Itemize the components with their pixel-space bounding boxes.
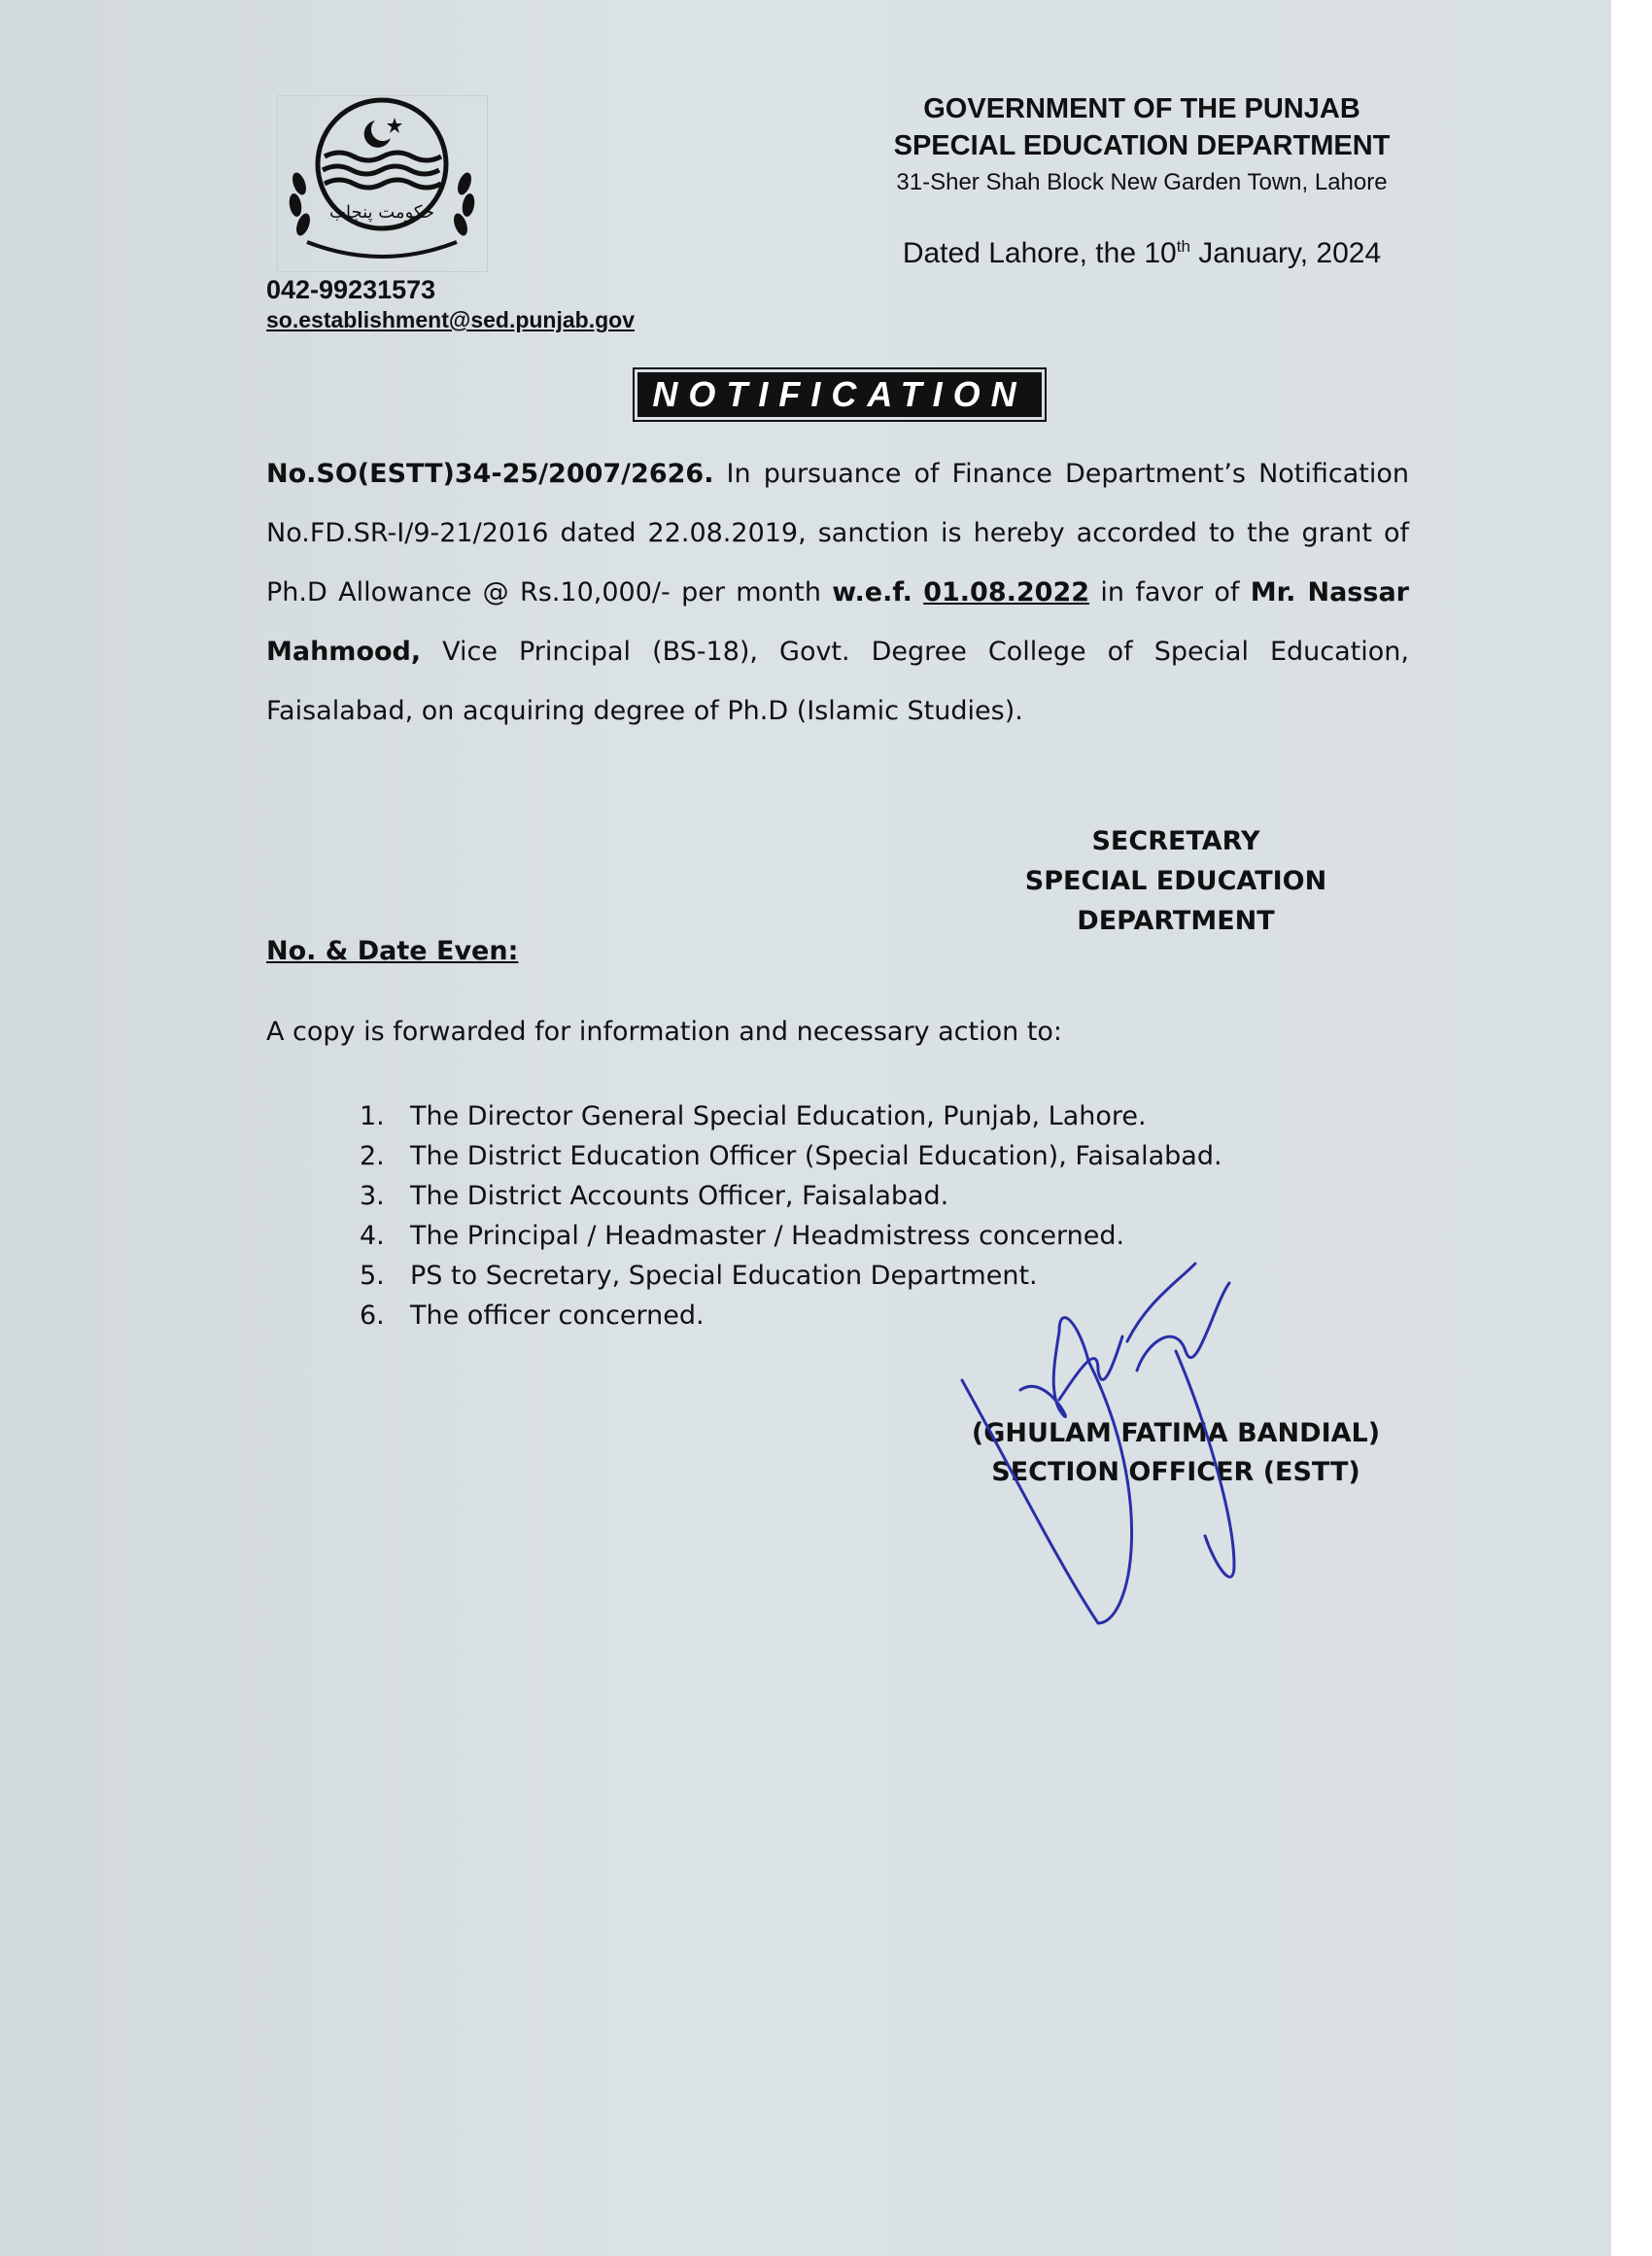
ref-number: No.SO(ESTT)34-25/2007/2626.: [266, 459, 714, 489]
date-sup: th: [1176, 237, 1190, 256]
body-text-1: In pursuance of Finance Department’s Notification No.FD.SR-I/9-21/2016 dated 22.08.2019, sanction is hereby accorded to the grant of Ph.D Allowance @ Rs.10,000/- per month: [266, 459, 1409, 607]
list-item-number: 6.: [360, 1301, 385, 1331]
body-text-3: Vice Principal (BS-18), Govt. Degree College of Special Education, Faisalabad, on acquiring degree of Ph.D (Islamic Studies).: [266, 637, 1409, 726]
list-item-text: The Principal / Headmaster / Headmistress concerned.: [410, 1221, 1125, 1251]
list-item-number: 2.: [360, 1141, 385, 1171]
notification-heading: NOTIFICATION: [637, 372, 1042, 417]
even-label: No. & Date Even:: [266, 936, 519, 966]
person-name: Mr. Nassar Mahmood,: [266, 577, 1409, 667]
signature-icon: [952, 1244, 1273, 1633]
wef-label: w.e.f.: [832, 577, 912, 607]
secretary-line-2: SPECIAL EDUCATION: [1024, 866, 1327, 896]
notification-body: [266, 444, 1409, 741]
emblem-script-text: حکومت پنجاب: [329, 202, 434, 223]
list-item: [360, 1136, 1222, 1176]
date-prefix: Dated Lahore, the 10: [902, 237, 1177, 269]
date-suffix: January, 2024: [1189, 237, 1382, 269]
dated-line: [739, 237, 1545, 270]
list-item-text: The officer concerned.: [410, 1301, 705, 1331]
list-item-text: The District Education Officer (Special Education), Faisalabad.: [410, 1141, 1222, 1171]
list-item-text: The District Accounts Officer, Faisalabad.: [410, 1181, 949, 1211]
list-item-text: PS to Secretary, Special Education Department.: [410, 1261, 1038, 1291]
punjab-government-emblem-icon: [278, 96, 487, 271]
signatory-name: (GHULAM FATIMA BANDIAL): [971, 1418, 1381, 1448]
wef-date: 01.08.2022: [923, 577, 1090, 607]
signatory-designation: SECTION OFFICER (ESTT): [991, 1457, 1360, 1487]
list-item-text: The Director General Special Education, Punjab, Lahore.: [410, 1101, 1147, 1131]
list-item-number: 5.: [360, 1261, 385, 1291]
dept-title: SPECIAL EDUCATION DEPARTMENT: [893, 130, 1391, 161]
dept-address: 31-Sher Shah Block New Garden Town, Lahore: [896, 169, 1388, 195]
list-item: [360, 1096, 1222, 1136]
secretary-line-1: SECRETARY: [1091, 826, 1260, 856]
copy-intro: A copy is forwarded for information and necessary action to:: [266, 1017, 1063, 1047]
logo-frame: [277, 95, 488, 272]
list-item-number: 4.: [360, 1221, 385, 1251]
contact-phone: 042-99231573: [266, 275, 436, 304]
list-item-number: 1.: [360, 1101, 385, 1131]
govt-title: GOVERNMENT OF THE PUNJAB: [923, 93, 1360, 124]
secretary-line-3: DEPARTMENT: [1077, 906, 1275, 936]
list-item: [360, 1176, 1222, 1216]
list-item-number: 3.: [360, 1181, 385, 1211]
body-text-2: in favor of: [1089, 577, 1251, 607]
contact-email[interactable]: so.establishment@sed.punjab.gov: [266, 307, 635, 332]
